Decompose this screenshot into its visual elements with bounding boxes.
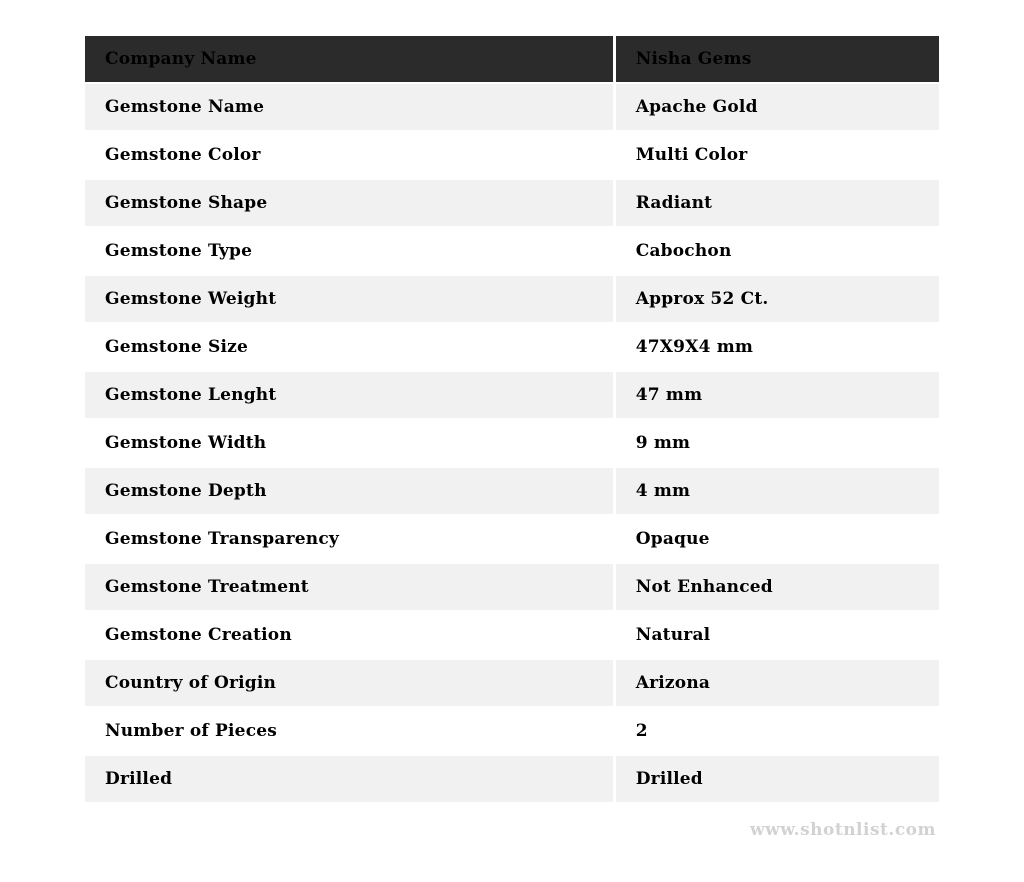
table-row xyxy=(85,756,939,802)
row-label-cell: Gemstone Treatment xyxy=(85,564,613,610)
header-cell-company-value: Nisha Gems xyxy=(616,36,939,82)
row-value-cell: 4 mm xyxy=(616,468,939,514)
row-label-cell: Number of Pieces xyxy=(85,708,613,754)
row-label-cell: Gemstone Width xyxy=(85,420,613,466)
row-value-cell: Apache Gold xyxy=(616,84,939,130)
header-cell-company-name: Company Name xyxy=(85,36,613,82)
table-row xyxy=(85,228,939,274)
table-row xyxy=(85,372,939,418)
table-header xyxy=(85,36,939,82)
gemstone-spec-table xyxy=(82,34,942,804)
row-value-cell: 9 mm xyxy=(616,420,939,466)
table-row xyxy=(85,516,939,562)
table-row xyxy=(85,564,939,610)
row-label-cell: Gemstone Weight xyxy=(85,276,613,322)
table-row xyxy=(85,708,939,754)
row-label-cell: Gemstone Creation xyxy=(85,612,613,658)
table-row xyxy=(85,324,939,370)
row-label-cell: Drilled xyxy=(85,756,613,802)
table-row xyxy=(85,612,939,658)
row-value-cell: Multi Color xyxy=(616,132,939,178)
table-row xyxy=(85,180,939,226)
row-value-cell: 2 xyxy=(616,708,939,754)
table-row xyxy=(85,132,939,178)
table-row xyxy=(85,468,939,514)
row-value-cell: 47X9X4 mm xyxy=(616,324,939,370)
row-label-cell: Gemstone Type xyxy=(85,228,613,274)
row-value-cell: Radiant xyxy=(616,180,939,226)
watermark-text: www.shotnlist.com xyxy=(749,820,936,840)
row-label-cell: Gemstone Transparency xyxy=(85,516,613,562)
table-body xyxy=(85,84,939,802)
row-label-cell: Gemstone Name xyxy=(85,84,613,130)
row-value-cell: 47 mm xyxy=(616,372,939,418)
table-row xyxy=(85,84,939,130)
row-label-cell: Gemstone Shape xyxy=(85,180,613,226)
row-label-cell: Gemstone Depth xyxy=(85,468,613,514)
header-row xyxy=(85,36,939,82)
row-value-cell: Natural xyxy=(616,612,939,658)
row-value-cell: Approx 52 Ct. xyxy=(616,276,939,322)
row-value-cell: Opaque xyxy=(616,516,939,562)
gemstone-spec-table-container xyxy=(82,34,942,840)
row-label-cell: Gemstone Color xyxy=(85,132,613,178)
row-value-cell: Not Enhanced xyxy=(616,564,939,610)
row-label-cell: Gemstone Size xyxy=(85,324,613,370)
table-row xyxy=(85,420,939,466)
row-label-cell: Gemstone Lenght xyxy=(85,372,613,418)
row-value-cell: Cabochon xyxy=(616,228,939,274)
row-value-cell: Drilled xyxy=(616,756,939,802)
row-value-cell: Arizona xyxy=(616,660,939,706)
table-row xyxy=(85,660,939,706)
table-row xyxy=(85,276,939,322)
row-label-cell: Country of Origin xyxy=(85,660,613,706)
